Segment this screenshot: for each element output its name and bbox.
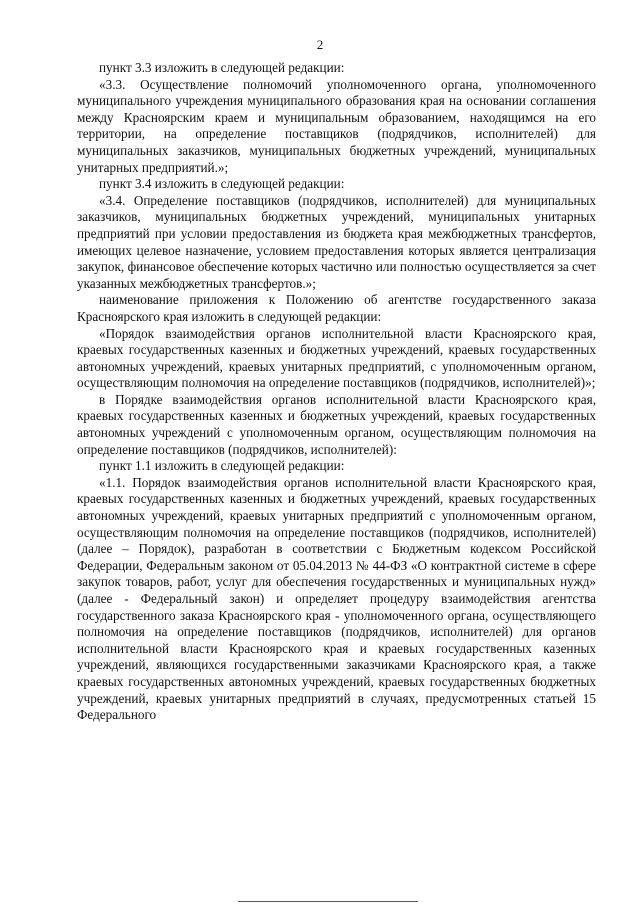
document-body bbox=[77, 60, 596, 724]
paragraph-item-1-1-intro: пункт 1.1 изложить в следующей редакции: bbox=[99, 458, 345, 474]
paragraph-appendix-title-intro: наименование приложения к Положению об агентстве государственного заказа Красноярского края изложить в следующей редакции: bbox=[77, 292, 596, 324]
paragraph-item-1-1-text: «1.1. Порядок взаимодействия органов исполнительной власти Красноярского края, краевых государственных казенных и бюджетных учреждений, краевых государственных автономных учреждений, краевых унитарных предприятий с уполномоченным органом, осуществляющим полномочия на определение поставщиков (подрядчиков, исполнителей) (далее – Порядок), разработан в соответствии с Бюджетным кодексом Российской Федерации, Федеральным законом от 05.04.2013 № 44-ФЗ «О контрактной системе в сфере закупок товаров, работ, услуг для обеспечения государственных и муниципальных нужд» (далее - Федеральный закон) и определяет процедуру взаимодействия агентства государственного заказа Красноярского края - уполномоченного органа, осуществляющего полномочия на определение поставщиков (подрядчиков, исполнителей) для органов исполнительной власти Красноярского края и краевых государственных казенных учреждений, являющихся государственными заказчиками Красноярского края, а также краевых государственных автономных учреждений, краевых государственных бюджетных учреждений, краевых унитарных предприятий в случаях, предусмотренных статьей 15 Федерального bbox=[77, 474, 596, 723]
paragraph-appendix-title-text: «Порядок взаимодействия органов исполнительной власти Красноярского края, краевых государственных казенных и бюджетных учреждений, краевых государственных автономных учреждений, краевых унитарных предприятий, с уполномоченным органом, осуществляющим полномочия на определение поставщиков (подрядчиков, исполнителей)»; bbox=[77, 325, 596, 391]
paragraph-item-3-4-text: «3.4. Определение поставщиков (подрядчиков, исполнителей) для муниципальных заказчиков, муниципальных бюджетных учреждений, муниципальных унитарных предприятий при условии предоставления из бюджета края межбюджетных трансфертов, имеющих целевое назначение, условием предоставления которых является централизация закупок, финансовое обеспечение которых частично или полностью осуществляется за счет указанных межбюджетных трансфертов.»; bbox=[77, 192, 596, 291]
paragraph-item-3-3-intro: пункт 3.3 изложить в следующей редакции: bbox=[99, 60, 345, 75]
paragraph-item-3-3-text: «3.3. Осуществление полномочий уполномоченного органа, уполномоченного муниципального учреждения муниципального образования края на основании соглашения между Красноярским краем и муниципальным образованием, находящимся на его территории, на определение поставщиков (подрядчиков, исполнителей) для муниципальных заказчиков, муниципальных бюджетных учреждений, муниципальных унитарных предприятий.»; bbox=[77, 76, 596, 175]
paragraph-item-3-4-intro: пункт 3.4 изложить в следующей редакции: bbox=[99, 176, 345, 192]
page-number: 2 bbox=[316, 37, 324, 52]
page-bottom-edge bbox=[238, 901, 418, 902]
paragraph-procedure-intro: в Порядке взаимодействия органов исполнительной власти Красноярского края, краевых государственных казенных и бюджетных учреждений, краевых государственных автономных учреждений с уполномоченным органом, осуществляющим полномочия на определение поставщиков (подрядчиков, исполнителей): bbox=[77, 391, 596, 457]
